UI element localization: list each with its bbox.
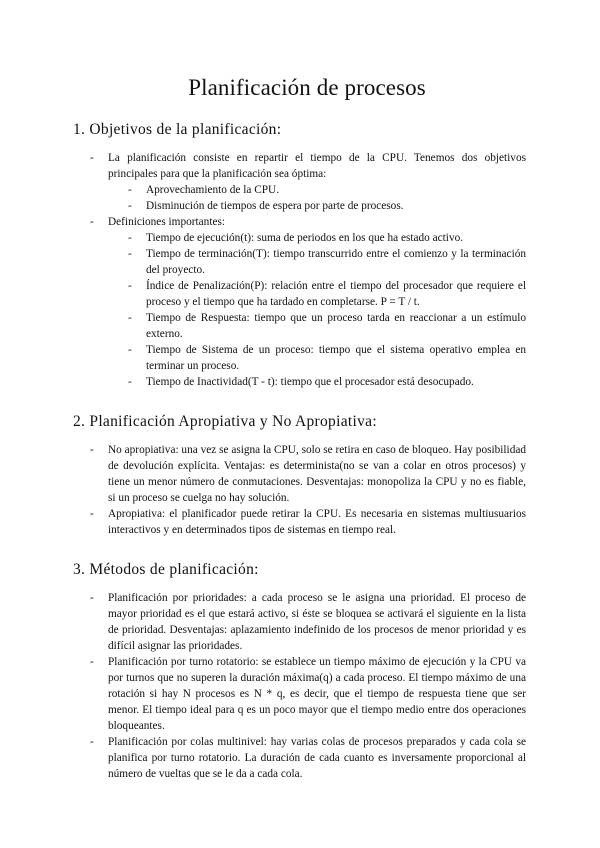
list-item: - Apropiativa: el planificador puede retirar la CPU. Es necesaria en sistemas multiusuarios interactivos y en determinados tipos de sistemas en tiempo real. <box>88 506 526 538</box>
sub-list-item: - Tiempo de Sistema de un proceso: tiempo que el sistema operativo emplea en terminar un proceso. <box>108 342 526 374</box>
sub-bullet-list <box>108 230 526 390</box>
bullet-list <box>88 590 526 782</box>
sub-list-item: - Tiempo de ejecución(t): suma de periodos en los que ha estado activo. <box>108 230 526 246</box>
list-item-text: La planificación consiste en repartir el tiempo de la CPU. Tenemos dos objetivos principales para que la planificación sea óptima: <box>108 152 526 180</box>
page-title: Planificación de procesos <box>188 75 426 100</box>
sub-list-item: - Tiempo de Respuesta: tiempo que un proceso tarda en reaccionar a un estímulo externo. <box>108 310 526 342</box>
list-item: - Planificación por colas multinivel: hay varias colas de procesos preparados y cada cola se planifica por turno rotatorio. La duración de cada cuanto es inversamente proporcional al número de vueltas que se le da a cada cola. <box>88 734 526 782</box>
sub-list-item: - Tiempo de terminación(T): tiempo transcurrido entre el comienzo y la terminación del proyecto. <box>108 246 526 278</box>
list-item <box>88 214 526 390</box>
section-heading: 1. Objetivos de la planificación: <box>73 121 282 138</box>
bullet-list <box>88 442 526 538</box>
list-item: - No apropiativa: una vez se asigna la CPU, solo se retira en caso de bloqueo. Hay posibilidad de devolución explícita. Ventajas: es determinista(no se van a colar en otros procesos) y tiene un menor número de conmutaciones. Desventajas: monopoliza la CPU y no es fiable, si un proceso se cuelga no hay solución. <box>88 442 526 506</box>
bullet-list <box>88 150 526 390</box>
section-heading: 3. Métodos de planificación: <box>73 561 259 578</box>
sub-list-item: - Tiempo de Inactividad(T - t): tiempo que el procesador está desocupado. <box>108 374 526 390</box>
section-metodos <box>73 560 526 782</box>
sub-list-item: - Aprovechamiento de la CPU. <box>108 182 526 198</box>
sub-list-item: - Índice de Penalización(P): relación entre el tiempo del procesador que requiere el proceso y el tiempo que ha tardado en completarse. P = T / t. <box>108 278 526 310</box>
list-item: - Planificación por turno rotatorio: se establece un tiempo máximo de ejecución y la CPU va por turnos que no superen la duración máxima(q) a cada proceso. El tiempo máximo de una rotación si hay N procesos es N * q, es decir, que el tiempo de respuesta tiene que ser menor. El tiempo ideal para q es un poco mayor que el tiempo medio entre dos operaciones bloqueantes. <box>88 654 526 734</box>
section-objetivos <box>73 120 526 390</box>
sub-list-item: - Disminución de tiempos de espera por parte de procesos. <box>108 198 526 214</box>
list-item-text: Definiciones importantes: <box>108 216 226 228</box>
list-item: - Planificación por prioridades: a cada proceso se le asigna una prioridad. El proceso de mayor prioridad es el que estará activo, si éste se bloquea se activará el siguiente en la lista de prioridad. Desventajas: aplazamiento indefinido de los procesos de menor prioridad y es difícil asignar las prioridades. <box>88 590 526 654</box>
section-heading: 2. Planificación Apropiativa y No Apropiativa: <box>73 413 377 430</box>
sub-bullet-list <box>108 182 526 214</box>
section-apropiativa <box>73 412 526 538</box>
list-item <box>88 150 526 214</box>
